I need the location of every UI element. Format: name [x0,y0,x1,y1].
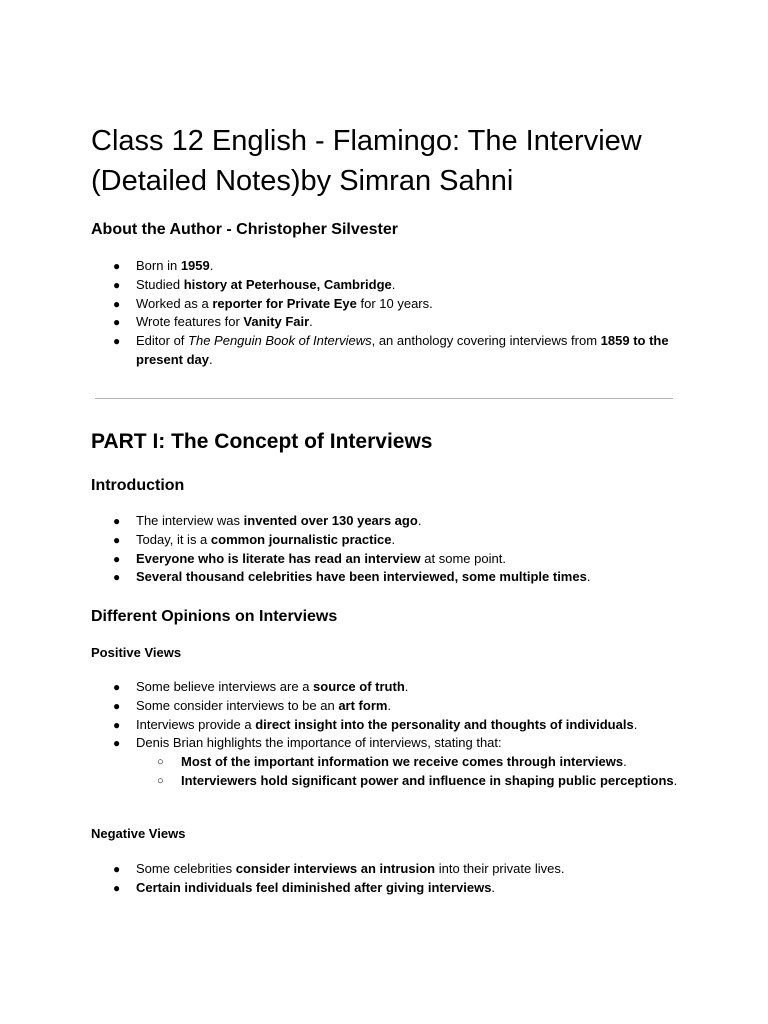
positive-views-list [91,678,691,791]
bullet-icon: ● [113,680,121,694]
negative-views-list [91,860,691,898]
hollow-bullet-icon: ○ [157,774,164,787]
author-heading: About the Author - Christopher Silvester [91,221,398,238]
bullet-icon: ● [113,259,121,273]
list-item: ● Some celebrities consider interviews an intrusion into their private lives. [91,860,691,879]
list-item: ● Wrote features for Vanity Fair. [91,313,691,332]
sub-list [136,753,691,791]
list-item: ● Denis Brian highlights the importance of interviews, stating that: ○ Most of the important information we receive comes through interviews. ○ Interviewers hold significant power and influence in shaping public perceptions. [91,734,691,790]
list-item: ● Some consider interviews to be an art form. [91,697,691,716]
horizontal-divider [95,398,673,399]
title-line-2: (Detailed Notes)by Simran Sahni [91,165,514,197]
bullet-icon: ● [113,315,121,330]
hollow-bullet-icon: ○ [157,756,164,769]
negative-views-heading: Negative Views [91,826,186,841]
document-title [91,121,711,201]
bullet-icon: ● [113,514,121,528]
list-item: ● The interview was invented over 130 years ago. [91,512,691,531]
list-item: ● Worked as a reporter for Private Eye for 10 years. [91,295,691,314]
sub-list-item: ○ Interviewers hold significant power and influence in shaping public perceptions. [136,772,691,791]
bullet-icon: ● [113,862,121,876]
bullet-icon: ● [113,698,121,713]
sub-list-item: ○ Most of the important information we receive comes through interviews. [136,753,691,772]
bullet-icon: ● [113,880,121,895]
positive-views-heading: Positive Views [91,645,182,660]
list-item: ● Interviews provide a direct insight into the personality and thoughts of individuals. [91,716,691,735]
list-item: ● Studied history at Peterhouse, Cambridge. [91,276,691,295]
list-item: ● Some believe interviews are a source of truth. [91,678,691,697]
bullet-icon: ● [113,736,121,751]
opinions-heading: Different Opinions on Interviews [91,608,338,625]
list-item: ● Certain individuals feel diminished after giving interviews. [91,879,691,898]
list-item: ● Everyone who is literate has read an interview at some point. [91,550,691,569]
bullet-icon: ● [113,334,121,349]
bullet-icon: ● [113,532,121,547]
list-item: ● Editor of The Penguin Book of Interviews, an anthology covering interviews from 1859 to the present day. [113,333,669,367]
part1-heading: PART I: The Concept of Interviews [91,430,433,453]
bullet-icon: ● [113,296,121,311]
introduction-heading: Introduction [91,477,185,494]
bullet-icon: ● [113,551,121,566]
list-item: ● Today, it is a common journalistic practice. [91,531,691,550]
list-item: ● Born in 1959. [91,257,691,276]
bullet-icon: ● [113,570,121,585]
list-item: ● Several thousand celebrities have been interviewed, some multiple times. [91,568,691,587]
bullet-icon: ● [113,277,121,292]
author-list [91,257,691,370]
title-line-1: Class 12 English - Flamingo: The Interview [91,125,642,157]
introduction-list [91,512,691,587]
bullet-icon: ● [113,717,121,732]
